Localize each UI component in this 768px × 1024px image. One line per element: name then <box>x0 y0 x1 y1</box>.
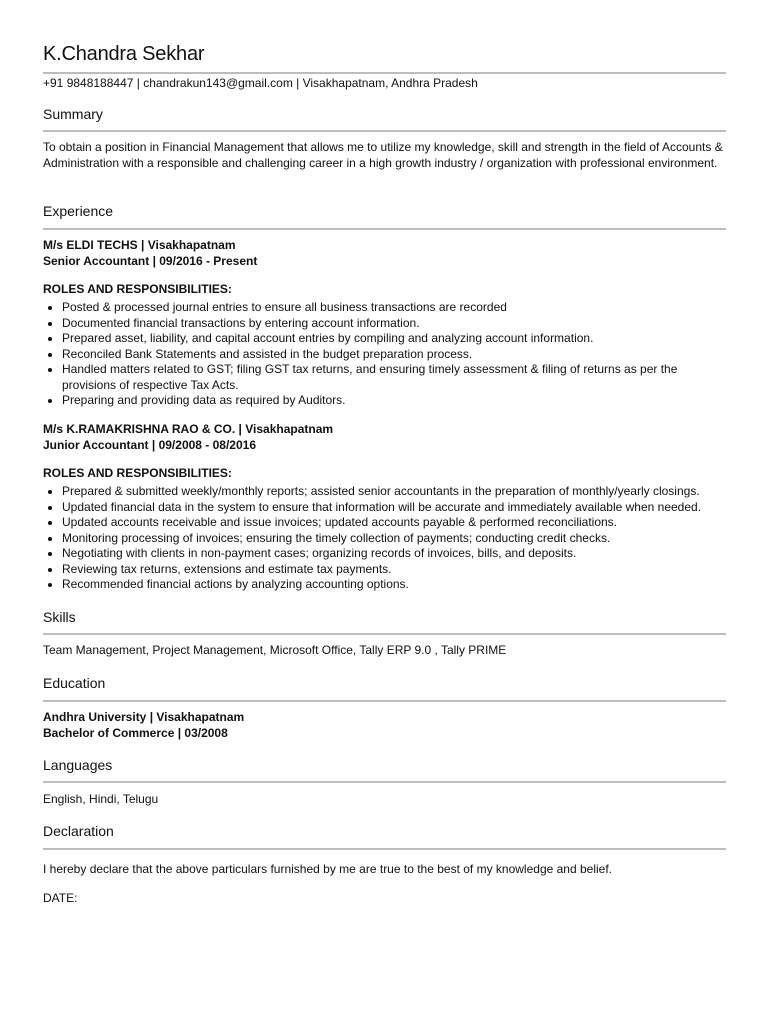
declaration-text: I hereby declare that the above particulars furnished by me are true to the best of my knowledge and belief. <box>43 862 612 876</box>
declaration-section <box>43 823 726 840</box>
summary-text: To obtain a position in Financial Management that allows me to utilize my knowledge, skill and strength in the field of Accounts & Administration with a responsible and challenging career in a high growth industry / organization with professional environment. <box>43 140 723 170</box>
list-item: • Updated financial data in the system to ensure that information will be accurate and immediately available when needed. <box>62 500 726 516</box>
list-item: • Updated accounts receivable and issue invoices; updated accounts payable & performed reconciliations. <box>62 515 726 531</box>
list-item: • Posted & processed journal entries to ensure all business transactions are recorded <box>62 300 726 316</box>
experience-section <box>43 203 726 220</box>
roles-heading: ROLES AND RESPONSIBILITIES: <box>43 282 232 296</box>
job-entry <box>43 421 726 593</box>
skills-divider <box>43 633 726 635</box>
section-title-summary: Summary <box>43 106 103 122</box>
resume-header <box>43 42 726 66</box>
list-item: • Reviewing tax returns, extensions and estimate tax payments. <box>62 562 726 578</box>
section-title-languages: Languages <box>43 757 113 773</box>
summary-divider <box>43 130 726 132</box>
job-role: Junior Accountant | 09/2008 - 08/2016 <box>43 438 256 452</box>
section-title-experience: Experience <box>43 203 114 219</box>
responsibilities-list <box>43 484 726 593</box>
declaration-divider <box>43 848 726 850</box>
education-entry <box>43 709 726 741</box>
candidate-name: K.Chandra Sekhar <box>43 43 205 65</box>
job-entry <box>43 237 726 409</box>
languages-text: English, Hindi, Telugu <box>43 792 159 806</box>
list-item: • Reconciled Bank Statements and assisted in the budget preparation process. <box>62 347 726 363</box>
list-item: • Prepared & submitted weekly/monthly reports; assisted senior accountants in the preparation of monthly/yearly closings. <box>62 484 726 500</box>
date-label: DATE: <box>43 891 78 905</box>
list-item: • Monitoring processing of invoices; ensuring the timely collection of payments; conducting credit checks. <box>62 531 726 547</box>
education-institution: Andhra University | Visakhapatnam <box>43 710 245 724</box>
skills-section <box>43 609 726 626</box>
roles-heading: ROLES AND RESPONSIBILITIES: <box>43 466 232 480</box>
contact-line: +91 9848188447 | chandrakun143@gmail.com | Visakhapatnam, Andhra Pradesh <box>43 76 478 90</box>
job-company: M/s K.RAMAKRISHNA RAO & CO. | Visakhapatnam <box>43 422 334 436</box>
education-divider <box>43 700 726 702</box>
header-divider <box>43 72 726 74</box>
list-item: • Negotiating with clients in non-payment cases; organizing records of invoices, bills, and deposits. <box>62 546 726 562</box>
job-role: Senior Accountant | 09/2016 - Present <box>43 254 258 268</box>
education-section <box>43 675 726 692</box>
responsibilities-list <box>43 300 726 409</box>
list-item: • Prepared asset, liability, and capital account entries by compiling and analyzing account information. <box>62 331 726 347</box>
list-item: • Preparing and providing data as required by Auditors. <box>62 393 726 409</box>
list-item: • Documented financial transactions by entering account information. <box>62 316 726 332</box>
list-item: • Recommended financial actions by analyzing accounting options. <box>62 577 726 593</box>
job-company: M/s ELDI TECHS | Visakhapatnam <box>43 238 236 252</box>
languages-divider <box>43 781 726 783</box>
skills-text: Team Management, Project Management, Microsoft Office, Tally ERP 9.0 , Tally PRIME <box>43 643 507 657</box>
languages-section <box>43 757 726 774</box>
education-degree: Bachelor of Commerce | 03/2008 <box>43 726 228 740</box>
section-title-skills: Skills <box>43 609 76 625</box>
section-title-declaration: Declaration <box>43 823 114 839</box>
experience-divider <box>43 228 726 230</box>
list-item: • Handled matters related to GST; filing GST tax returns, and ensuring timely assessment & filing of returns as per the provisions of respective Tax Acts. <box>62 362 726 393</box>
summary-section <box>43 106 726 123</box>
section-title-education: Education <box>43 675 106 691</box>
